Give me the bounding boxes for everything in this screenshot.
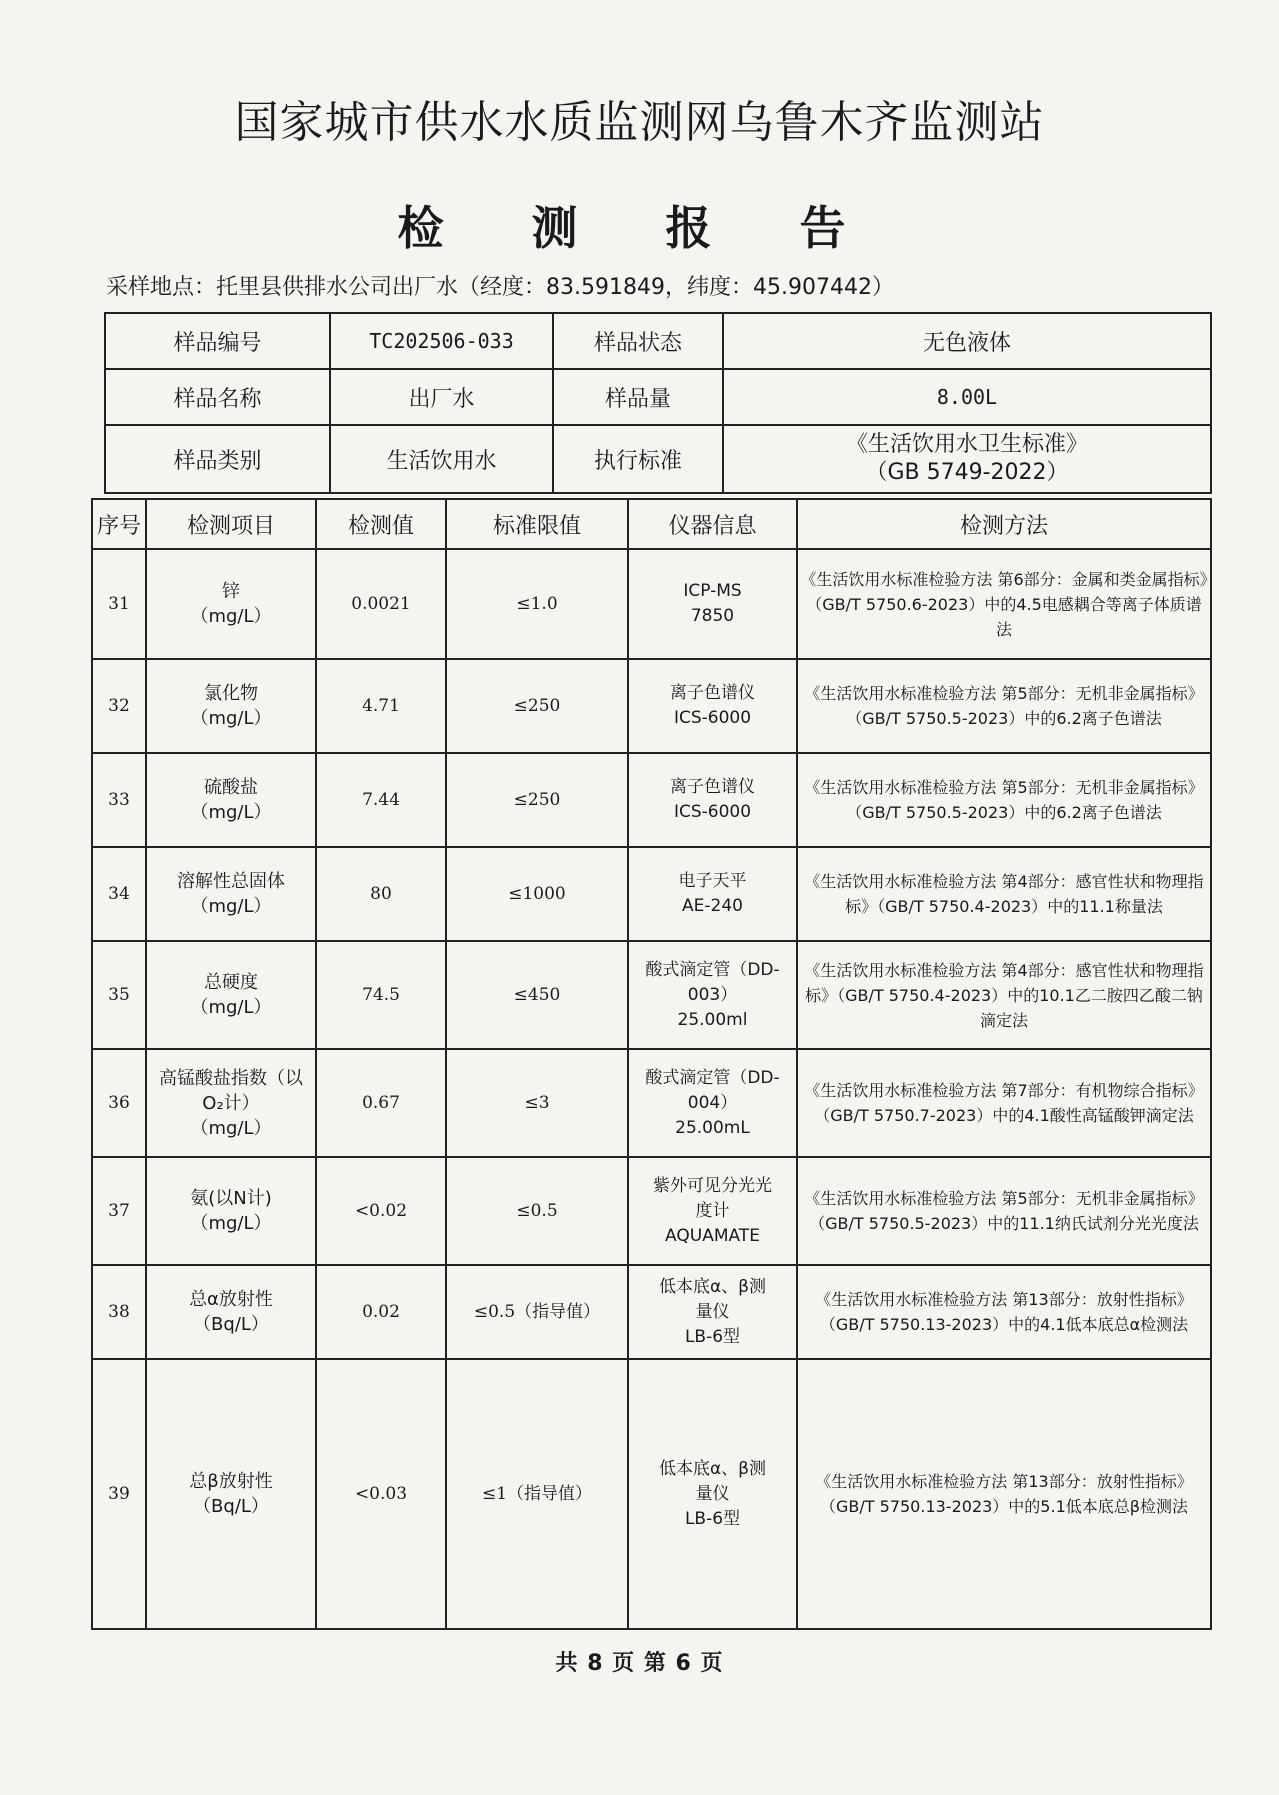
results-header-row bbox=[92, 499, 1211, 549]
value-sample-state: 无色液体 bbox=[723, 313, 1211, 369]
row-value: 0.0021 bbox=[316, 549, 446, 659]
item-unit: （mg/L） bbox=[190, 802, 272, 823]
row-limit: ≤1.0 bbox=[446, 549, 628, 659]
row-no: 33 bbox=[92, 753, 146, 847]
instrument-line-3: 25.00mL bbox=[675, 1117, 750, 1138]
row-instrument bbox=[628, 1049, 797, 1157]
instrument-line-1: 紫外可见分光光 bbox=[653, 1175, 772, 1196]
item-unit: （mg/L） bbox=[190, 997, 272, 1018]
instrument-line-2: 004） bbox=[687, 1092, 738, 1113]
item-name: 氨(以N计) bbox=[190, 1188, 272, 1209]
row-value: 4.71 bbox=[316, 659, 446, 753]
instrument-line-3: AQUAMATE bbox=[665, 1225, 760, 1246]
row-item bbox=[146, 1265, 316, 1359]
row-instrument bbox=[628, 847, 797, 941]
row-no: 38 bbox=[92, 1265, 146, 1359]
instrument-line-1: 低本底α、β测 bbox=[658, 1276, 767, 1297]
label-sample-name: 样品名称 bbox=[105, 369, 330, 425]
row-instrument bbox=[628, 753, 797, 847]
results-table bbox=[91, 498, 1212, 1630]
info-row bbox=[105, 425, 1211, 493]
info-row bbox=[105, 313, 1211, 369]
instrument-line-1: 酸式滴定管（DD- bbox=[645, 959, 780, 980]
instrument-line-2: 量仪 bbox=[695, 1483, 730, 1504]
table-row bbox=[92, 847, 1211, 941]
item-name: 高锰酸盐指数（以O₂计） bbox=[159, 1067, 303, 1114]
row-instrument bbox=[628, 941, 797, 1049]
row-method: 《生活饮用水标准检验方法 第4部分：感官性状和物理指标》（GB/T 5750.4-2023）中的10.1乙二胺四乙酸二钠滴定法 bbox=[797, 941, 1211, 1049]
instrument-line-1: 低本底α、β测 bbox=[658, 1458, 767, 1479]
row-method: 《生活饮用水标准检验方法 第5部分：无机非金属指标》（GB/T 5750.5-2023）中的6.2离子色谱法 bbox=[797, 753, 1211, 847]
column-header-limit: 标准限值 bbox=[446, 499, 628, 549]
item-unit: （Bq/L） bbox=[193, 1314, 269, 1335]
row-item bbox=[146, 847, 316, 941]
instrument-line-2: ICS-6000 bbox=[673, 708, 752, 728]
row-instrument bbox=[628, 1265, 797, 1359]
item-name: 总硬度 bbox=[204, 972, 258, 993]
table-row bbox=[92, 549, 1211, 659]
table-row bbox=[92, 1265, 1211, 1359]
instrument-line-1: ICP-MS bbox=[683, 581, 742, 601]
item-name: 锌 bbox=[222, 581, 240, 602]
row-method: 《生活饮用水标准检验方法 第13部分：放射性指标》（GB/T 5750.13-2023）中的4.1低本底总α检测法 bbox=[797, 1265, 1211, 1359]
row-instrument bbox=[628, 549, 797, 659]
row-limit: ≤1（指导值） bbox=[446, 1359, 628, 1629]
row-no: 36 bbox=[92, 1049, 146, 1157]
row-method: 《生活饮用水标准检验方法 第7部分：有机物综合指标》（GB/T 5750.7-2023）中的4.1酸性高锰酸钾滴定法 bbox=[797, 1049, 1211, 1157]
row-no: 32 bbox=[92, 659, 146, 753]
row-item bbox=[146, 753, 316, 847]
label-sample-category: 样品类别 bbox=[105, 425, 330, 493]
row-value: <0.03 bbox=[316, 1359, 446, 1629]
row-item bbox=[146, 941, 316, 1049]
column-header-item: 检测项目 bbox=[146, 499, 316, 549]
row-value: 0.67 bbox=[316, 1049, 446, 1157]
row-method: 《生活饮用水标准检验方法 第6部分：金属和类金属指标》（GB/T 5750.6-2023）中的4.5电感耦合等离子体质谱法 bbox=[797, 549, 1211, 659]
row-value: 74.5 bbox=[316, 941, 446, 1049]
row-instrument bbox=[628, 1359, 797, 1629]
column-header-method: 检测方法 bbox=[797, 499, 1211, 549]
table-row bbox=[92, 753, 1211, 847]
row-no: 34 bbox=[92, 847, 146, 941]
item-name: 溶解性总固体 bbox=[177, 871, 285, 892]
instrument-line-3: LB-6型 bbox=[684, 1508, 741, 1529]
instrument-line-2: 003） bbox=[687, 984, 738, 1005]
row-no: 39 bbox=[92, 1359, 146, 1629]
value-standard bbox=[723, 425, 1211, 493]
label-sample-qty: 样品量 bbox=[553, 369, 723, 425]
label-sample-state: 样品状态 bbox=[553, 313, 723, 369]
item-name: 硫酸盐 bbox=[204, 777, 258, 798]
row-method: 《生活饮用水标准检验方法 第13部分：放射性指标》（GB/T 5750.13-2023）中的5.1低本底总β检测法 bbox=[797, 1359, 1211, 1629]
instrument-line-2: ICS-6000 bbox=[673, 802, 752, 822]
instrument-line-2: 7850 bbox=[690, 606, 735, 626]
value-sample-no: TC202506-033 bbox=[330, 313, 553, 369]
sampling-location: 采样地点：托里县供排水公司出厂水（经度：83.591849，纬度：45.907442） bbox=[106, 275, 894, 300]
table-row bbox=[92, 1049, 1211, 1157]
organization-title: 国家城市供水水质监测网乌鲁木齐监测站 bbox=[234, 97, 1045, 148]
instrument-line-3: LB-6型 bbox=[684, 1326, 741, 1347]
table-row bbox=[92, 1157, 1211, 1265]
table-row bbox=[92, 659, 1211, 753]
instrument-line-1: 电子天平 bbox=[678, 871, 747, 891]
item-name: 总α放射性 bbox=[189, 1289, 273, 1310]
report-title: 检 测 报 告 bbox=[397, 201, 882, 255]
table-row bbox=[92, 941, 1211, 1049]
row-item bbox=[146, 1359, 316, 1629]
instrument-line-2: 度计 bbox=[695, 1200, 730, 1221]
sample-info-table bbox=[104, 312, 1212, 494]
info-row bbox=[105, 369, 1211, 425]
page-number: 共 8 页 第 6 页 bbox=[555, 1651, 724, 1676]
row-no: 35 bbox=[92, 941, 146, 1049]
row-method: 《生活饮用水标准检验方法 第5部分：无机非金属指标》（GB/T 5750.5-2023）中的6.2离子色谱法 bbox=[797, 659, 1211, 753]
row-value: 7.44 bbox=[316, 753, 446, 847]
instrument-line-2: AE-240 bbox=[682, 896, 743, 916]
row-method: 《生活饮用水标准检验方法 第4部分：感官性状和物理指标》（GB/T 5750.4-2023）中的11.1称量法 bbox=[797, 847, 1211, 941]
value-sample-qty: 8.00L bbox=[723, 369, 1211, 425]
row-limit: ≤250 bbox=[446, 753, 628, 847]
item-unit: （mg/L） bbox=[190, 896, 272, 917]
row-limit: ≤250 bbox=[446, 659, 628, 753]
item-unit: （mg/L） bbox=[190, 708, 272, 729]
item-name: 总β放射性 bbox=[189, 1471, 273, 1492]
row-no: 31 bbox=[92, 549, 146, 659]
item-unit: （mg/L） bbox=[190, 1213, 272, 1234]
instrument-line-1: 酸式滴定管（DD- bbox=[645, 1067, 780, 1088]
row-item bbox=[146, 1049, 316, 1157]
column-header-instrument: 仪器信息 bbox=[628, 499, 797, 549]
item-name: 氯化物 bbox=[204, 683, 258, 704]
row-value: 0.02 bbox=[316, 1265, 446, 1359]
standard-line-1: 《生活饮用水卫生标准》 bbox=[845, 432, 1088, 457]
row-limit: ≤0.5 bbox=[446, 1157, 628, 1265]
row-item bbox=[146, 659, 316, 753]
instrument-line-1: 离子色谱仪 bbox=[670, 683, 755, 703]
value-sample-category: 生活饮用水 bbox=[330, 425, 553, 493]
label-standard: 执行标准 bbox=[553, 425, 723, 493]
row-value: <0.02 bbox=[316, 1157, 446, 1265]
row-limit: ≤450 bbox=[446, 941, 628, 1049]
row-item bbox=[146, 1157, 316, 1265]
table-row bbox=[92, 1359, 1211, 1629]
instrument-line-2: 量仪 bbox=[695, 1301, 730, 1322]
item-unit: （mg/L） bbox=[190, 606, 272, 627]
label-sample-no: 样品编号 bbox=[105, 313, 330, 369]
row-limit: ≤3 bbox=[446, 1049, 628, 1157]
row-no: 37 bbox=[92, 1157, 146, 1265]
row-limit: ≤0.5（指导值） bbox=[446, 1265, 628, 1359]
column-header-no: 序号 bbox=[92, 499, 146, 549]
row-value: 80 bbox=[316, 847, 446, 941]
item-unit: （mg/L） bbox=[190, 1117, 272, 1139]
instrument-line-3: 25.00ml bbox=[677, 1009, 748, 1030]
row-item bbox=[146, 549, 316, 659]
column-header-value: 检测值 bbox=[316, 499, 446, 549]
value-sample-name: 出厂水 bbox=[330, 369, 553, 425]
item-unit: （Bq/L） bbox=[193, 1496, 269, 1517]
row-limit: ≤1000 bbox=[446, 847, 628, 941]
row-method: 《生活饮用水标准检验方法 第5部分：无机非金属指标》（GB/T 5750.5-2023）中的11.1纳氏试剂分光光度法 bbox=[797, 1157, 1211, 1265]
instrument-line-1: 离子色谱仪 bbox=[670, 777, 755, 797]
standard-line-2: （GB 5749-2022） bbox=[865, 460, 1069, 485]
row-instrument bbox=[628, 659, 797, 753]
row-instrument bbox=[628, 1157, 797, 1265]
